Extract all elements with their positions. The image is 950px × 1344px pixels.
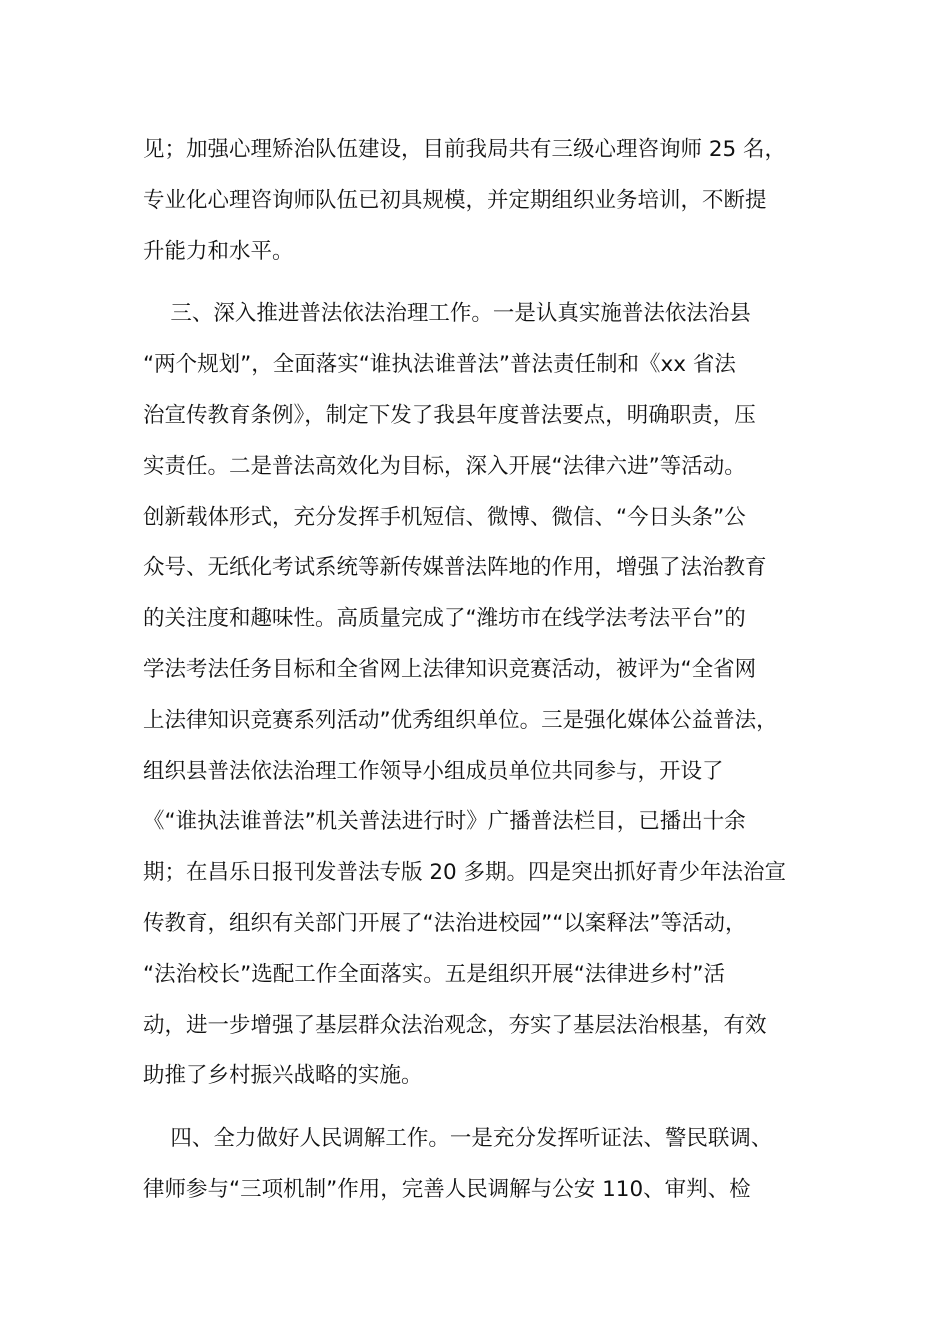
paragraph-mediation xyxy=(143,1114,807,1216)
text-line: 众号、无纸化考试系统等新传媒普法阵地的作用，增强了法治教育 xyxy=(143,555,767,581)
paragraph-law-popularization xyxy=(143,289,807,1102)
paragraph-gap xyxy=(143,277,807,289)
text-line: 见；加强心理矫治队伍建设，目前我局共有三级心理咨询师 25 名， xyxy=(143,137,787,162)
text-line: 动，进一步增强了基层群众法治观念，夯实了基层法治根基，有效 xyxy=(143,1012,767,1038)
text-line: 传教育，组织有关部门开展了“法治进校园”“以案释法”等活动， xyxy=(143,910,747,936)
text-line: 期；在昌乐日报刊发普法专版 20 多期。四是突出抓好青少年法治宣 xyxy=(143,860,787,886)
text-line: 四、全力做好人民调解工作。一是充分发挥听证法、警民联调、 xyxy=(143,1126,773,1152)
text-line: 《“谁执法谁普法”机关普法进行时》广播普法栏目，已播出十余 xyxy=(143,809,746,835)
text-line: “两个规划”，全面落实“谁执法谁普法”普法责任制和《xx 省法 xyxy=(143,352,736,378)
paragraph-gap xyxy=(143,1102,807,1114)
text-line: 助推了乡村振兴战略的实施。 xyxy=(143,1063,423,1089)
text-line: 的关注度和趣味性。高质量完成了“潍坊市在线学法考法平台”的 xyxy=(143,606,746,632)
paragraph-psychology xyxy=(143,125,807,277)
text-line: 三、深入推进普法依法治理工作。一是认真实施普法依法治县 xyxy=(143,301,751,327)
text-line: 治宣传教育条例》，制定下发了我县年度普法要点，明确职责，压 xyxy=(143,402,756,428)
text-line: 创新载体形式，充分发挥手机短信、微博、微信、“今日头条”公 xyxy=(143,504,746,530)
text-line: “法治校长”选配工作全面落实。五是组织开展“法律进乡村”活 xyxy=(143,961,726,987)
document-body xyxy=(143,125,807,1216)
text-line: 升能力和水平。 xyxy=(143,238,294,264)
text-line: 实责任。二是普法高效化为目标，深入开展“法律六进”等活动。 xyxy=(143,453,746,479)
text-line: 学法考法任务目标和全省网上法律知识竞赛活动，被评为“全省网 xyxy=(143,656,757,682)
text-line: 组织县普法依法治理工作领导小组成员单位共同参与，开设了 xyxy=(143,758,724,784)
text-line: 律师参与“三项机制”作用，完善人民调解与公安 110、审判、检 xyxy=(143,1176,751,1202)
text-line: 上法律知识竞赛系列活动”优秀组织单位。三是强化媒体公益普法， xyxy=(143,707,778,733)
text-line: 专业化心理咨询师队伍已初具规模，并定期组织业务培训，不断提 xyxy=(143,187,767,213)
